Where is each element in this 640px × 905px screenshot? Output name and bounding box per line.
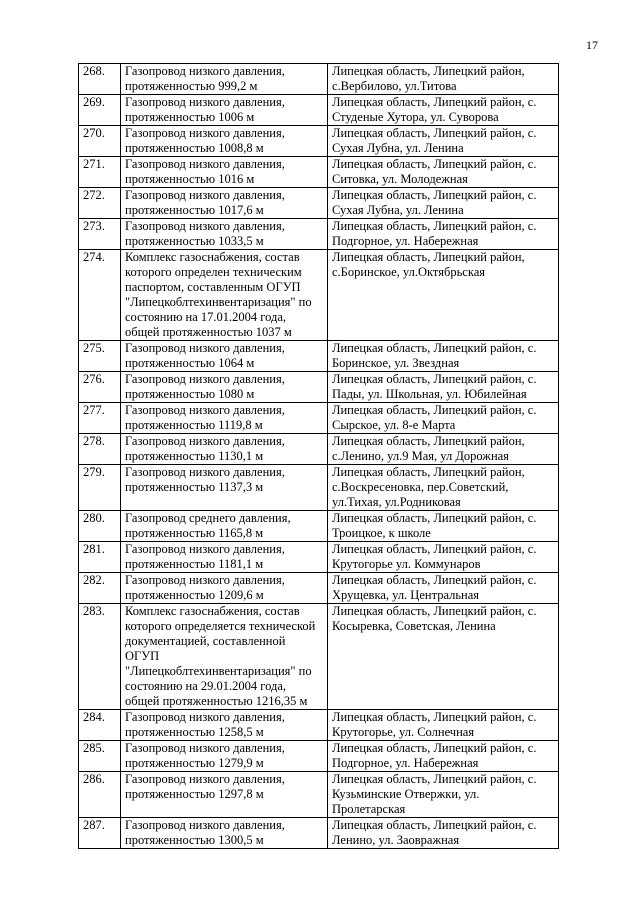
address-cell: Липецкая область, Липецкий район, с. Хрущевка, ул. Центральная bbox=[328, 573, 559, 604]
object-name-cell: Газопровод низкого давления, протяженностью 1033,5 м bbox=[121, 219, 328, 250]
object-name-cell: Газопровод низкого давления, протяженностью 999,2 м bbox=[121, 64, 328, 95]
object-name-cell: Газопровод низкого давления, протяженностью 1258,5 м bbox=[121, 710, 328, 741]
row-number-cell: 274. bbox=[79, 250, 121, 341]
table-row bbox=[79, 188, 559, 219]
object-name-cell: Газопровод низкого давления, протяженностью 1016 м bbox=[121, 157, 328, 188]
object-name-cell: Газопровод низкого давления, протяженностью 1279,9 м bbox=[121, 741, 328, 772]
object-name-cell: Газопровод низкого давления, протяженностью 1137,3 м bbox=[121, 465, 328, 511]
table-row bbox=[79, 604, 559, 710]
table-row bbox=[79, 126, 559, 157]
row-number-cell: 285. bbox=[79, 741, 121, 772]
table-row bbox=[79, 157, 559, 188]
object-name-cell: Газопровод низкого давления, протяженностью 1017,6 м bbox=[121, 188, 328, 219]
table-row bbox=[79, 465, 559, 511]
object-name-cell: Газопровод низкого давления, протяженностью 1008,8 м bbox=[121, 126, 328, 157]
address-cell: Липецкая область, Липецкий район, с. Пады, ул. Школьная, ул. Юбилейная bbox=[328, 372, 559, 403]
table-row bbox=[79, 219, 559, 250]
object-name-cell: Газопровод низкого давления, протяженностью 1297,8 м bbox=[121, 772, 328, 818]
object-name-cell: Газопровод низкого давления, протяженностью 1006 м bbox=[121, 95, 328, 126]
table-row bbox=[79, 372, 559, 403]
page-number: 17 bbox=[586, 38, 598, 52]
table-row bbox=[79, 772, 559, 818]
row-number-cell: 276. bbox=[79, 372, 121, 403]
table-row bbox=[79, 741, 559, 772]
table-row bbox=[79, 542, 559, 573]
row-number-cell: 269. bbox=[79, 95, 121, 126]
object-name-cell: Газопровод низкого давления, протяженностью 1181,1 м bbox=[121, 542, 328, 573]
row-number-cell: 286. bbox=[79, 772, 121, 818]
address-cell: Липецкая область, Липецкий район, с. Кузьминские Отвержки, ул. Пролетарская bbox=[328, 772, 559, 818]
table-row bbox=[79, 341, 559, 372]
row-number-cell: 270. bbox=[79, 126, 121, 157]
object-name-cell: Комплекс газоснабжения, состав которого определен техническим паспортом, составленным ОГУП "Липецкоблтехинвентаризация" по состоянию на 17.01.2004 года, общей протяженностью 1037 м bbox=[121, 250, 328, 341]
address-cell: Липецкая область, Липецкий район, с. Подгорное, ул. Набережная bbox=[328, 219, 559, 250]
property-registry-table bbox=[78, 63, 559, 849]
row-number-cell: 280. bbox=[79, 511, 121, 542]
object-name-cell: Газопровод низкого давления, протяженностью 1209,6 м bbox=[121, 573, 328, 604]
row-number-cell: 287. bbox=[79, 818, 121, 849]
address-cell: Липецкая область, Липецкий район, с. Подгорное, ул. Набережная bbox=[328, 741, 559, 772]
address-cell: Липецкая область, Липецкий район, с. Крутогорье, ул. Солнечная bbox=[328, 710, 559, 741]
table-row bbox=[79, 64, 559, 95]
row-number-cell: 278. bbox=[79, 434, 121, 465]
object-name-cell: Газопровод низкого давления, протяженностью 1130,1 м bbox=[121, 434, 328, 465]
table-row bbox=[79, 511, 559, 542]
object-name-cell: Газопровод низкого давления, протяженностью 1080 м bbox=[121, 372, 328, 403]
object-name-cell: Комплекс газоснабжения, состав которого определяется технической документацией, составленной ОГУП "Липецкоблтехинвентаризация" по состоянию на 29.01.2004 года, общей протяженностью 1216,35 м bbox=[121, 604, 328, 710]
address-cell: Липецкая область, Липецкий район, с. Косыревка, Советская, Ленина bbox=[328, 604, 559, 710]
row-number-cell: 279. bbox=[79, 465, 121, 511]
row-number-cell: 268. bbox=[79, 64, 121, 95]
address-cell: Липецкая область, Липецкий район, с. Сухая Лубна, ул. Ленина bbox=[328, 126, 559, 157]
address-cell: Липецкая область, Липецкий район, с. Крутогорье ул. Коммунаров bbox=[328, 542, 559, 573]
row-number-cell: 283. bbox=[79, 604, 121, 710]
row-number-cell: 277. bbox=[79, 403, 121, 434]
address-cell: Липецкая область, Липецкий район, с. Боринское, ул. Звездная bbox=[328, 341, 559, 372]
row-number-cell: 273. bbox=[79, 219, 121, 250]
row-number-cell: 272. bbox=[79, 188, 121, 219]
table-row bbox=[79, 434, 559, 465]
address-cell: Липецкая область, Липецкий район, с. Сырское, ул. 8-е Марта bbox=[328, 403, 559, 434]
address-cell: Липецкая область, Липецкий район, с. Ленино, ул. Заовражная bbox=[328, 818, 559, 849]
row-number-cell: 281. bbox=[79, 542, 121, 573]
address-cell: Липецкая область, Липецкий район, с. Сухая Лубна, ул. Ленина bbox=[328, 188, 559, 219]
address-cell: Липецкая область, Липецкий район, с. Троицкое, к школе bbox=[328, 511, 559, 542]
table-row bbox=[79, 710, 559, 741]
object-name-cell: Газопровод низкого давления, протяженностью 1064 м bbox=[121, 341, 328, 372]
row-number-cell: 284. bbox=[79, 710, 121, 741]
table-row bbox=[79, 818, 559, 849]
table-row bbox=[79, 403, 559, 434]
address-cell: Липецкая область, Липецкий район, с. Ситовка, ул. Молодежная bbox=[328, 157, 559, 188]
table-row bbox=[79, 250, 559, 341]
address-cell: Липецкая область, Липецкий район, с.Ленино, ул.9 Мая, ул Дорожная bbox=[328, 434, 559, 465]
address-cell: Липецкая область, Липецкий район, с.Воскресеновка, пер.Советский, ул.Тихая, ул.Родниковая bbox=[328, 465, 559, 511]
address-cell: Липецкая область, Липецкий район, с.Вербилово, ул.Титова bbox=[328, 64, 559, 95]
row-number-cell: 271. bbox=[79, 157, 121, 188]
object-name-cell: Газопровод среднего давления, протяженностью 1165,8 м bbox=[121, 511, 328, 542]
address-cell: Липецкая область, Липецкий район, с. Студеные Хутора, ул. Суворова bbox=[328, 95, 559, 126]
row-number-cell: 282. bbox=[79, 573, 121, 604]
object-name-cell: Газопровод низкого давления, протяженностью 1119,8 м bbox=[121, 403, 328, 434]
object-name-cell: Газопровод низкого давления, протяженностью 1300,5 м bbox=[121, 818, 328, 849]
address-cell: Липецкая область, Липецкий район, с.Боринское, ул.Октябрьская bbox=[328, 250, 559, 341]
table-body bbox=[79, 64, 559, 849]
row-number-cell: 275. bbox=[79, 341, 121, 372]
table-row bbox=[79, 95, 559, 126]
table-row bbox=[79, 573, 559, 604]
